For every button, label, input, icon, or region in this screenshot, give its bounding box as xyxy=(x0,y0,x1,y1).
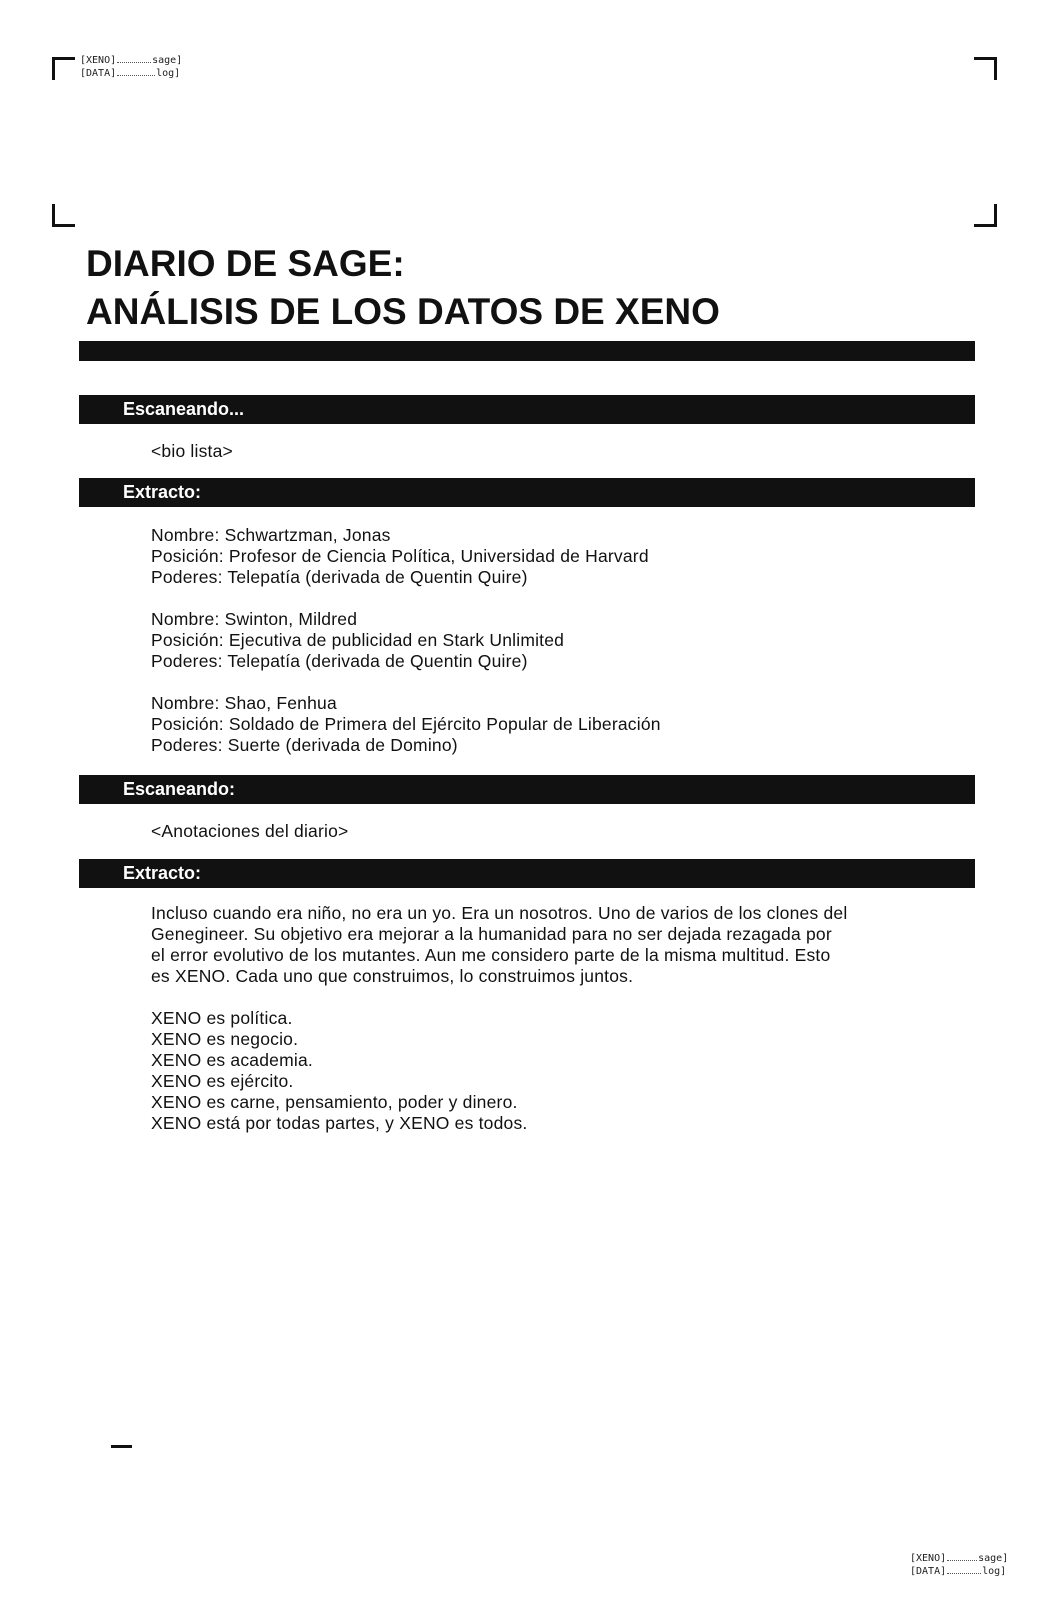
scan-2-content: <Anotaciones del diario> xyxy=(151,821,349,841)
section-header-extract-1: Extracto: xyxy=(79,478,975,507)
footer-tag xyxy=(910,1552,1008,1578)
record-position: Posición: Soldado de Primera del Ejército Popular de Liberación xyxy=(151,714,661,734)
footer-tag-xeno: [XENO] xyxy=(910,1553,947,1564)
page-title-line-1: DIARIO DE SAGE: xyxy=(86,243,405,284)
bio-record xyxy=(151,525,951,588)
diary-paragraph-line: Incluso cuando era niño, no era un yo. Era un nosotros. Uno de varios de los clones del xyxy=(151,903,848,923)
record-powers: Poderes: Suerte (derivada de Domino) xyxy=(151,735,458,755)
bio-record xyxy=(151,693,951,756)
section-header-scan-2: Escaneando: xyxy=(79,775,975,804)
diary-statement: XENO está por todas partes, y XENO es todos. xyxy=(151,1113,528,1133)
bio-record xyxy=(151,609,951,672)
footer-tag-data: [DATA] xyxy=(910,1566,947,1577)
diary-statement: XENO es academia. xyxy=(151,1050,313,1070)
frame-corner-bottom-left xyxy=(52,204,75,227)
diary-statement: XENO es carne, pensamiento, poder y dinero. xyxy=(151,1092,518,1112)
record-powers: Poderes: Telepatía (derivada de Quentin Quire) xyxy=(151,651,528,671)
frame-corner-bottom-right xyxy=(974,204,997,227)
record-name: Nombre: Swinton, Mildred xyxy=(151,609,358,629)
section-header-scan-1: Escaneando... xyxy=(79,395,975,424)
diary-statements xyxy=(151,1008,956,1134)
diary-statement: XENO es ejército. xyxy=(151,1071,294,1091)
footer-tag-sage: sage] xyxy=(978,1553,1009,1564)
frame-corner-top-right xyxy=(974,57,997,80)
page-title-line-2: ANÁLISIS DE LOS DATOS DE XENO xyxy=(86,291,720,332)
diary-paragraph-line: Genegineer. Su objetivo era mejorar a la humanidad para no ser dejada rezagada por xyxy=(151,924,832,944)
diary-paragraph-line: es XENO. Cada uno que construimos, lo construimos juntos. xyxy=(151,966,634,986)
footer-tag-log: log] xyxy=(982,1566,1007,1577)
header-tag xyxy=(80,54,182,80)
bio-records xyxy=(151,525,951,777)
header-tag-data: [DATA] xyxy=(80,68,117,79)
diary-statement: XENO es negocio. xyxy=(151,1029,299,1049)
record-name: Nombre: Schwartzman, Jonas xyxy=(151,525,391,545)
record-position: Posición: Profesor de Ciencia Política, Universidad de Harvard xyxy=(151,546,649,566)
title-underline-bar xyxy=(79,341,975,361)
frame-corner-top-left xyxy=(52,57,75,80)
diary-statement: XENO es política. xyxy=(151,1008,293,1028)
diary-entry xyxy=(151,903,956,1134)
record-powers: Poderes: Telepatía (derivada de Quentin Quire) xyxy=(151,567,528,587)
scan-1-content: <bio lista> xyxy=(151,441,233,461)
record-position: Posición: Ejecutiva de publicidad en Stark Unlimited xyxy=(151,630,565,650)
page-dash-mark xyxy=(111,1445,132,1448)
section-header-extract-2: Extracto: xyxy=(79,859,975,888)
diary-paragraph xyxy=(151,903,956,987)
record-name: Nombre: Shao, Fenhua xyxy=(151,693,337,713)
page-title xyxy=(86,240,720,336)
diary-paragraph-line: el error evolutivo de los mutantes. Aun me considero parte de la misma multitud. Esto xyxy=(151,945,831,965)
header-tag-sage: sage] xyxy=(152,55,183,66)
header-tag-log: log] xyxy=(156,68,181,79)
header-tag-xeno: [XENO] xyxy=(80,55,117,66)
